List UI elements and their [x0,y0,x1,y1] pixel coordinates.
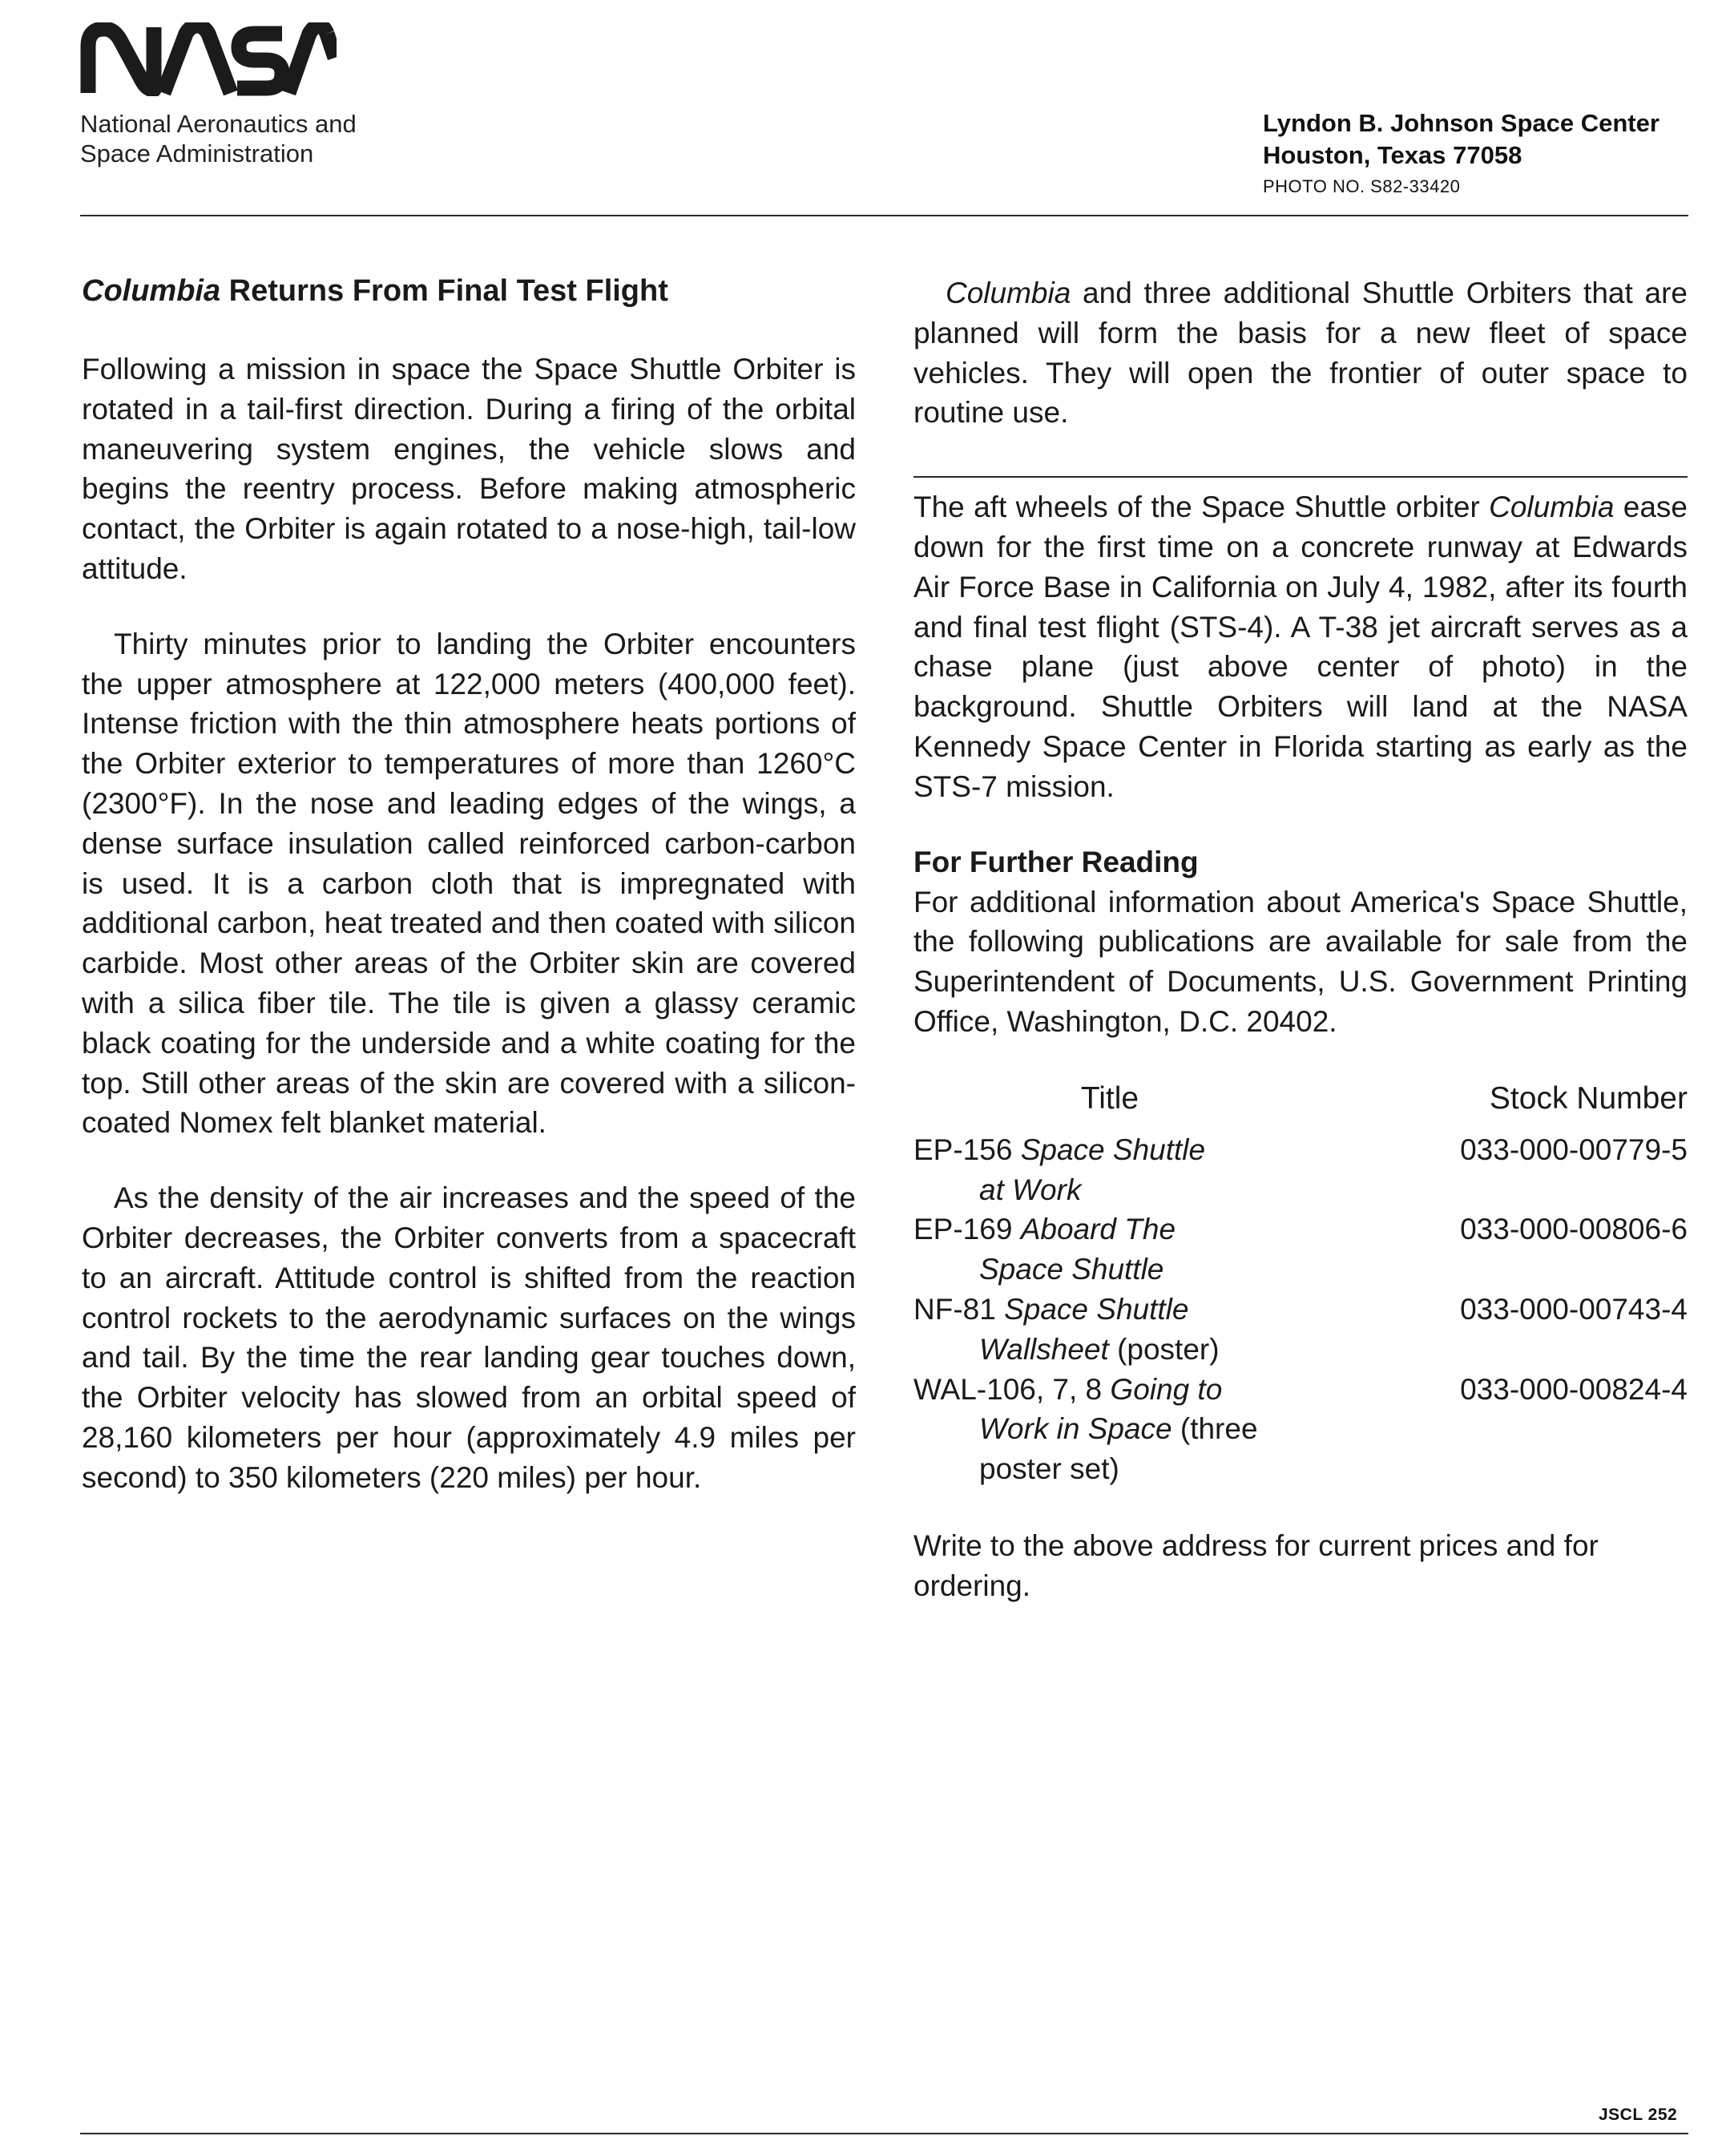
caption-divider [913,476,1688,478]
caption-part1: The aft wheels of the Space Shuttle orbiter [913,491,1490,524]
column-header-stock: Stock Number [1489,1080,1688,1116]
publications-table [913,1130,1688,1489]
table-row [913,1290,1688,1370]
table-row [913,1370,1688,1489]
publication-code: EP-156 [913,1133,1021,1166]
header-divider [80,215,1688,216]
center-address-block [1263,107,1659,199]
right-column [913,273,1688,1606]
publication-code: WAL-106, 7, 8 [913,1372,1111,1406]
publication-title-line1: Aboard The [1020,1213,1176,1246]
agency-name [80,109,357,168]
publication-title-line2: Space Shuttle [979,1253,1164,1286]
publication-title-line2-plain: (three [1172,1412,1258,1446]
publication-title-line2: Wallsheet [979,1332,1109,1366]
publication-title [913,1209,1362,1290]
document-code: JSCL 252 [1599,2106,1678,2124]
agency-name-line1: National Aeronautics and [80,110,357,138]
publication-title [913,1370,1362,1489]
publication-title-line2-plain: (poster) [1108,1332,1220,1366]
column-header-title: Title [1080,1080,1139,1116]
publication-title-line2: Work in Space [979,1412,1172,1446]
paragraph-fleet [913,273,1688,433]
heading-italic: Columbia [82,274,221,308]
paragraph-landing: As the density of the air increases and the speed of the Orbiter decreases, the Orbiter converts from a spacecraft to an aircraft. Attitude control is shifted from the reaction control rockets to the aerodynamic surfaces on the wings and tail. By the time the rear landing gear touches down, the Orbiter velocity has slowed from an orbital speed of 28,160 kilometers per hour (approximately 4.9 miles per second) to 350 kilometers (220 miles) per hour. [82,1181,856,1494]
left-column [82,271,856,1498]
photo-number: PHOTO NO. S82-33420 [1263,176,1461,196]
footer-divider [80,2133,1688,2134]
publication-title [913,1130,1362,1210]
further-reading-text: For additional information about America's Space Shuttle, the following publications are available for sale from the Superintendent of Documents, U.S. Government Printing Office, Washington, D.C. 20402. [913,885,1688,1038]
nasa-logo-block [80,22,357,168]
nasa-worm-logo [80,22,337,96]
photo-caption [913,487,1688,806]
stock-number: 033-000-00806-6 [1460,1213,1688,1246]
stock-number: 033-000-00743-4 [1460,1292,1688,1326]
caption-part2: ease down for the first time on a concrete runway at Edwards Air Force Base in California on July 4, 1982, after its fourth and final test flight (STS-4). A T-38 jet aircraft serves as a chase plane (just above center of photo) in the background. Shuttle Orbiters will land at the NASA Kennedy Space Center in Florida starting as early as the STS-7 mission. [913,491,1688,803]
article-heading [82,271,856,311]
publication-title-line1: Space Shuttle [1004,1292,1189,1326]
further-reading-heading: For Further Reading [913,845,1199,878]
table-row [913,1209,1688,1290]
publication-title-line1: Going to [1110,1372,1223,1406]
paragraph-heating: Thirty minutes prior to landing the Orbiter encounters the upper atmosphere at 122,000 meters (400,000 feet). Intense friction with the thin atmosphere heats portions of the Orbiter exterior to temperatures of more than 1260°C (2300°F). In the nose and leading edges of the wings, a dense surface insulation called reinforced carbon-carbon is used. It is a carbon cloth that is impregnated with additional carbon, heat treated and then coated with silicon carbide. Most other areas of the Orbiter skin are covered with a silica fiber tile. The tile is given a glassy ceramic black coating for the underside and a white coating for the top. Still other areas of the skin are covered with a silicon-coated Nomex felt blanket material. [82,627,856,1140]
publication-title-line2: at Work [979,1173,1082,1206]
publication-title-line3: poster set) [979,1452,1119,1486]
publications-table-header [913,1079,1688,1119]
publication-code: EP-169 [913,1213,1021,1246]
table-row [913,1130,1688,1210]
publication-title-line1: Space Shuttle [1020,1133,1206,1166]
stock-number: 033-000-00779-5 [1460,1133,1688,1166]
ordering-note: Write to the above address for current prices and for ordering. [913,1528,1599,1602]
heading-rest: Returns From Final Test Flight [220,274,668,308]
caption-italic: Columbia [1489,491,1615,524]
fleet-italic: Columbia [946,277,1071,309]
stock-number: 033-000-00824-4 [1460,1372,1688,1406]
fleet-rest: and three additional Shuttle Orbiters that are planned will form the basis for a new fleet of space vehicles. They will open the frontier of outer space to routine use. [913,277,1688,430]
publication-code: NF-81 [913,1292,1005,1326]
publication-title [913,1290,1362,1370]
paragraph-reentry: Following a mission in space the Space Shuttle Orbiter is rotated in a tail-first direction. During a firing of the orbital maneuvering system engines, the vehicle slows and begins the reentry process. Before making atmospheric contact, the Orbiter is again rotated to a nose-high, tail-low attitude. [82,353,856,585]
center-name: Lyndon B. Johnson Space Center [1263,109,1659,137]
agency-name-line2: Space Administration [80,139,314,168]
center-city: Houston, Texas 77058 [1263,141,1522,169]
